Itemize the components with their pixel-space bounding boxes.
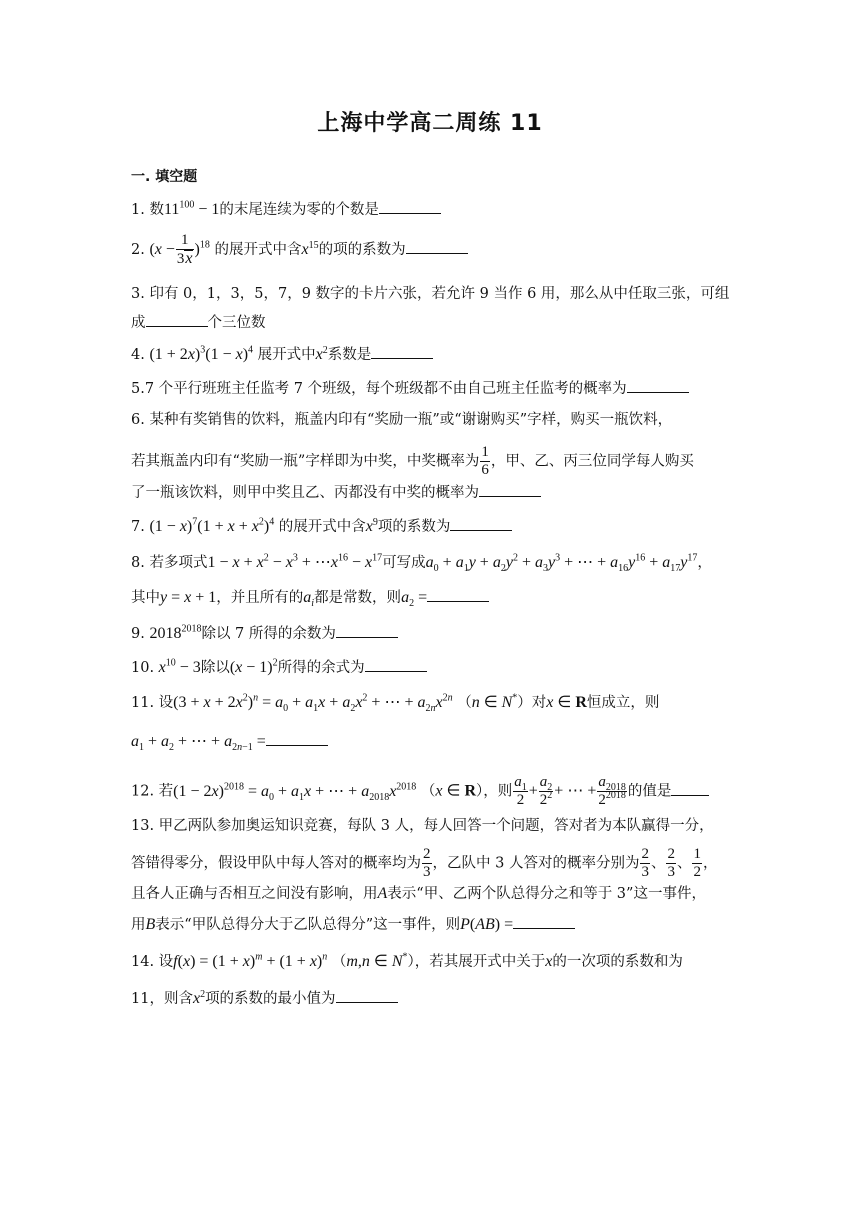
problem-4: 4. $(1 + 2x)^3(1 - x)^4$ 展开式中$x^2$系数是 <box>131 344 433 365</box>
problem-6-cont: 若其瓶盖内印有“奖励一瓶”字样即为中奖，中奖概率为 $\frac{1}{6}$ ，甲、乙、丙三位同学每人购买 <box>131 444 694 478</box>
page-title: 上海中学高二周练 11 <box>317 111 543 136</box>
math-expression: $a_1 + a_2$ + ⋯ + $a_{2n-1}$ = <box>131 733 266 754</box>
problem-12: 12. 若$(1 - 2x)^{2018} = a_0 + a_1x$ + ⋯ + $a_{2018}x^{2018}$ （x ∈ R），则 $\frac{a_1}{2}$ + $\frac{a_2}{2^2}$ + ⋯ + $\frac{a_{2018}}{2^{2018}}$ 的值是 <box>131 774 709 809</box>
problem-3: 3. 印有 0，1，3，5，7，9 数字的卡片六张，若允许 9 当作 6 用，那么从中任取三张，可组 <box>131 286 730 302</box>
answer-blank[interactable] <box>146 312 208 327</box>
problem-13-cont2: 且各人正确与否相互之间没有影响，用A表示“甲、乙两个队总得分之和等于 3”这一事件， <box>131 885 706 902</box>
problem-10: 10. $x^{10} - 3$除以$(x - 1)^2$所得的余式为 <box>131 657 427 678</box>
answer-blank[interactable] <box>336 623 398 638</box>
answer-blank[interactable] <box>365 657 427 672</box>
answer-blank[interactable] <box>513 914 575 929</box>
math-expression: $(1 - x)^7(1 + x + x^2)^4$ <box>149 516 275 535</box>
answer-blank[interactable] <box>406 239 468 254</box>
problem-14-cont: 11，则含$x^2$项的系数的最小值为 <box>131 988 398 1009</box>
answer-blank[interactable] <box>450 516 512 531</box>
answer-blank[interactable] <box>627 378 689 393</box>
problem-14: 14. 设$f(x) = (1 + x)^m + (1 + x)^n$ （m,n ∈ N*），若其展开式中关于x的一次项的系数和为 <box>131 951 683 970</box>
problem-6-cont2: 了一瓶该饮料，则甲中奖且乙、丙都没有中奖的概率为 <box>131 482 541 503</box>
answer-blank[interactable] <box>336 988 398 1003</box>
math-expression: $(3 + x + 2x^2)^n = a_0 + a_1x + a_2x^2$ + ⋯ + $a_{2n}x^{2n}$ <box>173 692 453 715</box>
math-fraction: $\frac{a_{2018}}{2^{2018}}$ <box>598 774 626 808</box>
math-fraction: $\frac{2}{3}$ <box>423 846 431 880</box>
math-expression: $a_0 + a_1y + a_2y^2 + a_3y^3$ + ⋯ + $a_{16}y^{16} + a_{17}y^{17}$ <box>425 552 698 575</box>
math-expression: $(1 + 2x)^3(1 - x)^4$ <box>149 344 254 363</box>
problem-2: 2. (x − $\frac{1}{3x}$ )$^{18}$ 的展开式中含$x^{15}$的项的系数为 <box>131 232 468 268</box>
answer-blank[interactable] <box>266 731 328 746</box>
math-fraction: $\frac{2}{3}$ <box>667 846 675 880</box>
math-expression: $f(x) = (1 + x)^m + (1 + x)^n$ <box>173 951 328 970</box>
problem-13: 13. 甲乙两队参加奥运知识竞赛，每队 3 人，每人回答一个问题，答对者为本队赢得一分， <box>131 818 714 834</box>
answer-blank[interactable] <box>479 482 541 497</box>
problem-13-cont: 答错得零分，假设甲队中每人答对的概率均为 $\frac{2}{3}$ ，乙队中 3 人答对的概率分别为 $\frac{2}{3}$ 、 $\frac{2}{3}$ 、 $\frac{1}{2}$ ， <box>131 846 718 880</box>
problem-9: 9. $2018^{2018}$除以 7 所得的余数为 <box>131 623 398 644</box>
math-expression: $(1 - 2x)^{2018} = a_0 + a_1x$ + ⋯ + $a_{2018}x^{2018}$ <box>173 781 417 803</box>
problem-7: 7. $(1 - x)^7(1 + x + x^2)^4$ 的展开式中含$x^9$项的系数为 <box>131 516 512 537</box>
answer-blank[interactable] <box>427 587 489 602</box>
problem-13-cont3: 用B表示“甲队总得分大于乙队总得分”这一事件，则P(AB) = <box>131 914 575 935</box>
math-expression: y = x + 1 <box>160 589 217 606</box>
math-fraction: $\frac{a_2}{2^2}$ <box>539 774 553 808</box>
math-fraction: $\frac{1}{2}$ <box>693 846 701 880</box>
math-expression: $1 - x + x^2 - x^3$ + $\cdots x^{16} - x^{17}$ <box>207 552 383 571</box>
problem-3-cont: 成 个三位数 <box>131 312 266 333</box>
problem-8-cont: 其中y = x + 1，并且所有的$a_i$都是常数，则$a_2$ = <box>131 587 489 608</box>
problem-11-cont <box>131 731 328 752</box>
problem-8: 8. 若多项式$1 - x + x^2 - x^3$ + $\cdots x^{16} - x^{17}$可写成$a_0 + a_1y + a_2y^2 + a_3y^3$ + ⋯ + $a_{16}y^{16} + a_{17}y^{17}$， <box>131 552 712 575</box>
math-fraction: $\frac{1}{6}$ <box>481 444 489 478</box>
math-fraction: $\frac{1}{3x}$ <box>176 232 193 267</box>
problem-1: 1. 数$11^{100} - 1$的末尾连续为零的个数是 <box>131 199 441 220</box>
math-fraction: $\frac{2}{3}$ <box>641 846 649 880</box>
math-expression: P(AB) = <box>460 916 514 933</box>
math-expression: $11^{100} - 1$ <box>163 199 220 218</box>
problem-5: 5.7 个平行班班主任监考 7 个班级，每个班级都不由自己班主任监考的概率为 <box>131 378 689 399</box>
problem-6: 6. 某种有奖销售的饮料，瓶盖内印有“奖励一瓶”或“谢谢购买”字样，购买一瓶饮料， <box>131 412 673 428</box>
math-expression: $2018^{2018}$ <box>149 623 202 642</box>
answer-blank[interactable] <box>379 199 441 214</box>
section-heading: 一. 填空题 <box>131 169 198 185</box>
problem-11: 11. 设$(3 + x + 2x^2)^n = a_0 + a_1x + a_2x^2$ + ⋯ + $a_{2n}x^{2n}$ （n ∈ N*）对x ∈ R恒成立，则 <box>131 692 660 715</box>
math-expression: (x − <box>149 241 175 258</box>
answer-blank[interactable] <box>371 344 433 359</box>
answer-blank[interactable] <box>671 781 709 796</box>
math-fraction: $\frac{a_1}{2}$ <box>514 774 527 808</box>
math-expression: $x^{10} - 3$ <box>158 657 201 676</box>
